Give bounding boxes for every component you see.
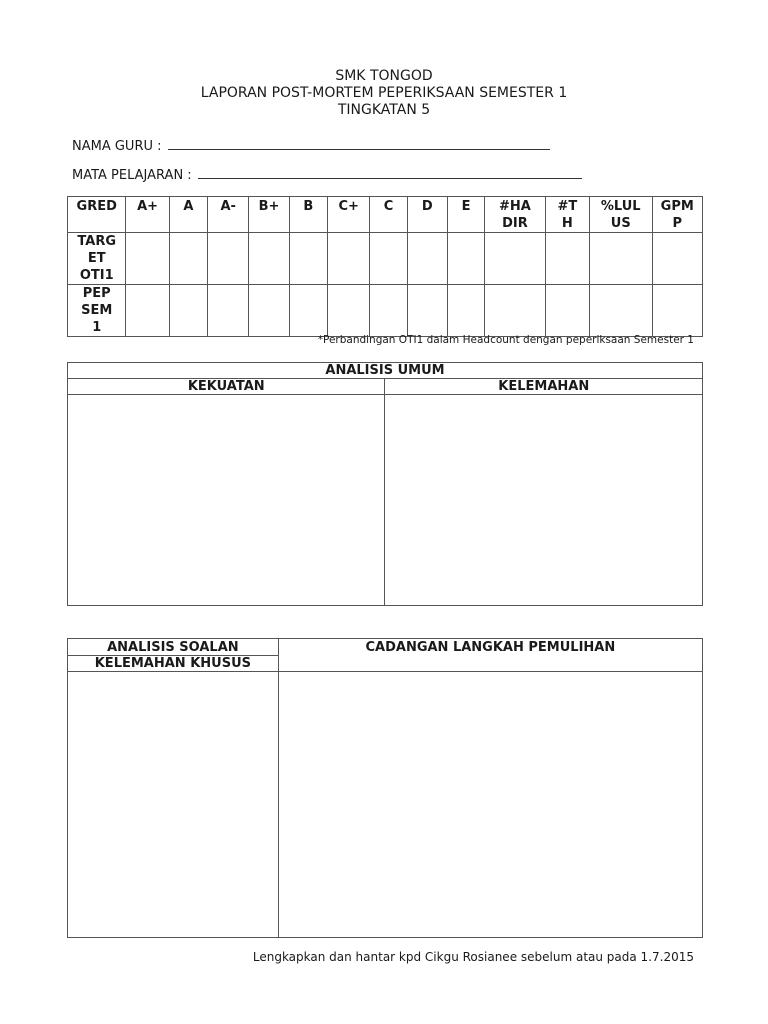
school-name: SMK TONGOD	[335, 68, 433, 84]
grade-table	[67, 196, 703, 337]
col-th: #T H	[545, 197, 589, 233]
col-a: A	[169, 197, 207, 233]
subject-field	[72, 166, 582, 183]
table-row	[68, 285, 703, 337]
row-label-pep-sem: PEP SEM 1	[68, 285, 126, 337]
col-a-plus: A+	[126, 197, 169, 233]
subject-label: MATA PELAJARAN :	[72, 168, 192, 183]
table-cell[interactable]	[126, 285, 169, 337]
specific-weakness-header: KELEMAHAN KHUSUS	[68, 656, 279, 672]
col-hadir: #HA DIR	[485, 197, 545, 233]
row-label-target: TARG ET OTI1	[68, 233, 126, 285]
table-cell[interactable]	[289, 233, 327, 285]
col-c: C	[370, 197, 407, 233]
recovery-header: CADANGAN LANGKAH PEMULIHAN	[278, 639, 702, 672]
col-gpmp: GPM P	[652, 197, 703, 233]
general-analysis-table	[67, 362, 703, 606]
table-cell[interactable]	[169, 285, 207, 337]
col-e: E	[447, 197, 484, 233]
table-cell[interactable]	[485, 285, 545, 337]
table-cell[interactable]	[328, 233, 370, 285]
table-cell[interactable]	[249, 233, 289, 285]
footer-instruction: Lengkapkan dan hantar kpd Cikgu Rosianee sebelum atau pada 1.7.2015	[252, 950, 694, 964]
recovery-area[interactable]	[278, 672, 702, 938]
table-cell[interactable]	[249, 285, 289, 337]
table-row	[68, 233, 703, 285]
footnote: *Perbandingan OTI1 dalam Headcount dengan peperiksaan Semester 1	[317, 334, 694, 346]
teacher-label: NAMA GURU :	[72, 139, 162, 154]
weaknesses-area[interactable]	[385, 395, 703, 606]
specific-weakness-area[interactable]	[68, 672, 279, 938]
question-analysis-title: ANALISIS SOALAN	[68, 639, 279, 656]
table-cell[interactable]	[652, 285, 703, 337]
weaknesses-header: KELEMAHAN	[385, 379, 703, 395]
strengths-header: KEKUATAN	[68, 379, 385, 395]
col-lulus: %LUL US	[590, 197, 652, 233]
table-cell[interactable]	[328, 285, 370, 337]
subject-input-line[interactable]	[198, 166, 582, 179]
table-cell[interactable]	[289, 285, 327, 337]
table-cell[interactable]	[447, 233, 484, 285]
table-cell[interactable]	[590, 285, 652, 337]
table-cell[interactable]	[370, 233, 407, 285]
table-cell[interactable]	[485, 233, 545, 285]
table-cell[interactable]	[370, 285, 407, 337]
table-cell[interactable]	[545, 285, 589, 337]
teacher-input-line[interactable]	[168, 137, 550, 150]
col-a-minus: A-	[208, 197, 249, 233]
table-cell[interactable]	[407, 233, 447, 285]
table-cell[interactable]	[590, 233, 652, 285]
question-analysis-table	[67, 638, 703, 938]
table-cell[interactable]	[208, 233, 249, 285]
col-c-plus: C+	[328, 197, 370, 233]
report-title: LAPORAN POST-MORTEM PEPERIKSAAN SEMESTER 1	[200, 85, 568, 101]
table-cell[interactable]	[169, 233, 207, 285]
table-cell[interactable]	[208, 285, 249, 337]
table-cell[interactable]	[447, 285, 484, 337]
table-cell[interactable]	[407, 285, 447, 337]
strengths-area[interactable]	[68, 395, 385, 606]
grade-header: GRED	[68, 197, 126, 233]
document-header	[0, 68, 768, 119]
table-cell[interactable]	[652, 233, 703, 285]
col-b-plus: B+	[249, 197, 289, 233]
table-cell[interactable]	[545, 233, 589, 285]
teacher-field	[72, 137, 550, 154]
table-cell[interactable]	[126, 233, 169, 285]
level-title: TINGKATAN 5	[337, 102, 431, 118]
col-d: D	[407, 197, 447, 233]
general-analysis-title: ANALISIS UMUM	[68, 363, 703, 379]
col-b: B	[289, 197, 327, 233]
